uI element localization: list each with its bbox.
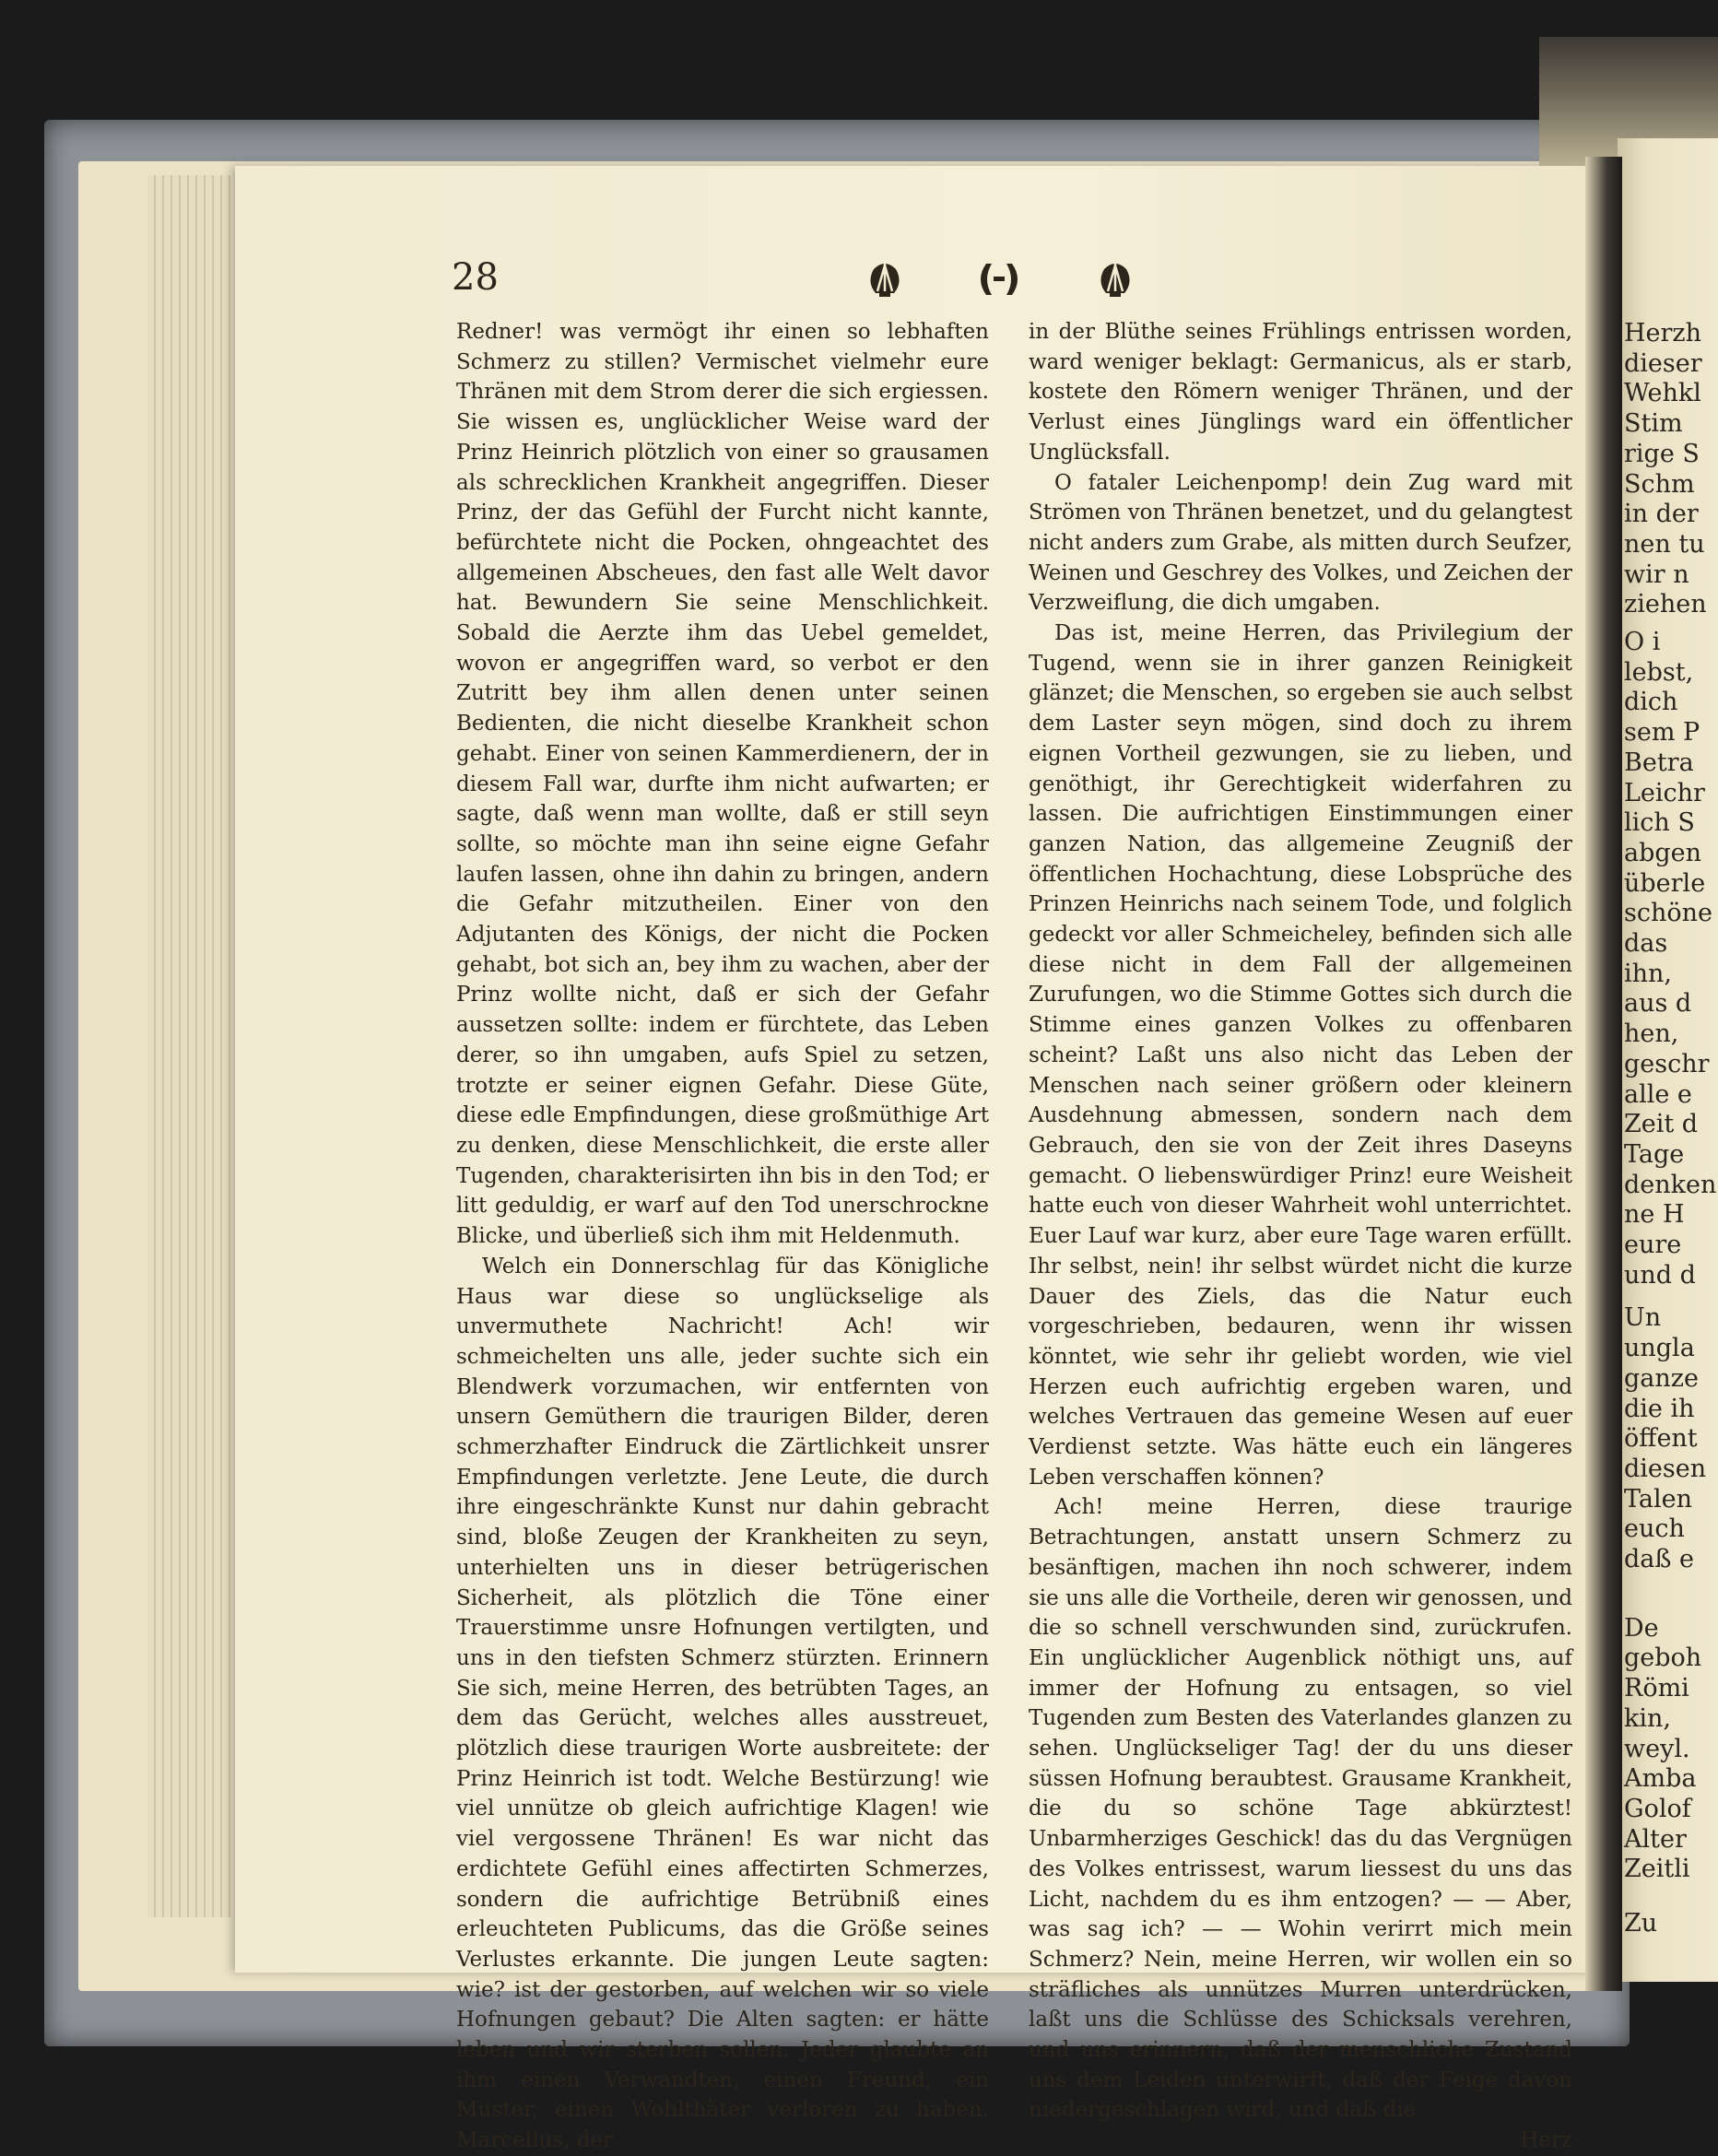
facing-page-fragment: öffent	[1624, 1424, 1698, 1454]
paragraph: Welch ein Donnerschlag für das Königliche Haus war diese so unglückselige als unvermuthete Nachricht! Ach! wir schmeichelten uns alle, jeder suchte sich ein Blendwerk vorzumachen, wir entfernten von unsern Gemüthern die traurigen Bilder, deren schmerzhafter Eindruck die Zärtlichkeit unsrer Empfindungen verletzte. Jene Leute, die durch ihre eingeschränkte Kunst nur dahin gebracht sind, bloße Zeugen der Krankheiten zu seyn, unterhielten uns in dieser betrügerischen Sicherheit, als plötzlich die Töne einer Trauerstimme unsre Hofnungen vertilgten, und uns in den tiefsten Schmerz stürzten. Erinnern Sie sich, meine Herren, des betrübten Tages, an dem das Gerücht, welches alles ausstreuet, plötzlich diese traurigen Worte ausbreitete: der Prinz Heinrich ist todt. Welche Bestürzung! wie viel unnütze ob gleich aufrichtige Klagen! wie viel vergossene Thränen! Es war nicht das erdichtete Gefühl eines affectirten Schmerzes, sondern die aufrichtige Betrübniß eines erleuchteten Publicums, das die Größe seines Verlustes erkannte. Die jungen Leute sagten: wie? ist der gestorben, auf welchen wir so viele Hofnungen gebaut? Die Alten sagten: er hätte leben und wir sterben sollen. Jeder glaubte an ihm einen Verwandten, einen Freund, ein Muster, einen Wohlthäter verloren zu haben. Marcellus, der	[456, 1254, 989, 2153]
facing-page-fragment: das	[1624, 929, 1668, 958]
facing-page-fragment: geboh	[1624, 1644, 1702, 1673]
catchword: Herz	[1520, 2128, 1572, 2153]
facing-page-fragment: schöne	[1624, 899, 1712, 928]
facing-page-fragment: abgen	[1624, 838, 1702, 867]
facing-page-fragment: lich S	[1624, 808, 1695, 838]
facing-page-fragment: Zu	[1624, 1909, 1658, 1938]
paragraph: Das ist, meine Herren, das Privilegium der Tugend, wenn sie in ihrer ganzen Reinigkeit glänzet; die Menschen, so ergeben sie auch selbst dem Laster seyn mögen, sind doch zu ihrem eignen Vortheil gezwungen, sie zu lieben, und genöthigt, ihr Gerechtigkeit widerfahren zu lassen. Die aufrichtigen Einstimmungen einer ganzen Nation, das allgemeine Zeugniß der öffentlichen Hochachtung, diese Lobsprüche des Prinzen Heinrichs nach seinem Tode, und folglich gedeckt vor aller Schmeicheley, befinden sich alle diese nicht in dem Fall der allgemeinen Zurufungen, wo die Stimme Gottes sich durch die Stimme eines ganzen Volkes zu offenbaren scheint? Laßt uns also nicht das Leben der Menschen nach seiner größern oder kleinern Ausdehnung abmessen, sondern nach dem Gebrauch, den sie von der Zeit ihres Daseyns gemacht. O liebenswürdiger Prinz! eure Weisheit hatte euch von dieser Wahrheit wohl unterrichtet. Euer Lauf war kurz, aber eure Tage waren erfüllt. Ihr selbst, nein! ihr selbst würdet nicht die kurze Dauer des Ziels, das die Natur euch vorgeschrieben, bedauren, wenn ihr wissen könntet, wie sehr ihr geliebt worden, wie viel Herzen euch aufrichtig ergeben waren, und welches Vertrauen das gemeine Wesen auf euer Verdienst setzte. Was hätte euch ein längeres Leben verschaffen können?	[1029, 621, 1572, 1490]
facing-page-fragment: weyl.	[1624, 1734, 1690, 1763]
facing-page-fragment: in der	[1624, 500, 1699, 529]
facing-page-fragment: Herzh	[1624, 319, 1702, 348]
facing-page-fragment: Leichr	[1624, 778, 1705, 807]
facing-page-fragment: daß e	[1624, 1545, 1694, 1573]
facing-page-fragment: Wehkl	[1624, 379, 1701, 408]
facing-page-fragment: eure	[1624, 1231, 1682, 1259]
facing-page-fragment: sem P	[1624, 718, 1700, 748]
facing-page-fragment: De	[1624, 1613, 1659, 1643]
facing-page-fragment: Alter	[1624, 1824, 1687, 1854]
shell-ornament-icon	[857, 256, 1152, 302]
facing-page-fragment: ungla	[1624, 1334, 1695, 1363]
facing-page-fragment: Golof	[1624, 1794, 1691, 1823]
facing-page-fragment: lebst,	[1624, 657, 1694, 687]
facing-page-fragment: ne H	[1624, 1200, 1685, 1230]
facing-page-fragment: Zeit d	[1624, 1110, 1699, 1139]
facing-page-fragment: überle	[1624, 868, 1706, 898]
paragraph: Redner! was vermögt ihr einen so lebhaften Schmerz zu stillen? Vermischet vielmehr eure Thränen mit dem Strom derer die sich ergiessen. Sie wissen es, unglücklicher Weise ward der Prinz Heinrich plötzlich von einer so grausamen als schrecklichen Krankheit angegriffen. Dieser Prinz, der das Gefühl der Furcht nicht kannte, befürchtete nicht die Pocken, ohngeachtet des allgemeinen Abscheues, den fast alle Welt davor hat. Bewundern Sie seine Menschlichkeit. Sobald die Aerzte ihm das Uebel gemeldet, wovon er angegriffen ward, so verbot er den Zutritt bey ihm allen denen unter seinen Bedienten, die nicht dieselbe Krankheit schon gehabt. Einer von seinen Kammerdienern, der in diesem Fall war, durfte ihm nicht aufwarten; er sagte, daß wenn man wollte, daß er still seyn sollte, so möchte man ihn seine eigne Gefahr laufen lassen, ohne ihn dahin zu bringen, andern die Gefahr mitzutheilen. Einer von den Adjutanten des Königs, der nicht die Pocken gehabt, bot sich an, bey ihm zu wachen, aber der Prinz wollte nicht, daß er sich der Gefahr aussetzen sollte: indem er fürchtete, das Leben derer, so ihn umgaben, aufs Spiel zu setzen, trotzte er seiner eignen Gefahr. Diese Güte, diese edle Empfindungen, diese großmüthige Art zu denken, diese Menschlichkeit, die erste aller Tugenden, charakterisirten ihn bis in den Tod; er litt geduldig, er warf auf den Tod unerschrockne Blicke, und überließ sich ihm mit Heldenmuth.	[456, 320, 989, 1249]
facing-page-fragment: alle e	[1624, 1079, 1692, 1109]
facing-page-fragment: Talen	[1624, 1484, 1693, 1514]
facing-page-fragment: Amba	[1624, 1764, 1697, 1794]
facing-page-fragment: Un	[1624, 1303, 1662, 1333]
page-header	[452, 256, 1594, 302]
paragraph: in der Blüthe seines Frühlings entrissen worden, ward weniger beklagt: Germanicus, als er starb, kostete den Römern weniger Thränen, und der Verlust eines Jünglings ward ein öffentlicher Unglücksfall.	[1029, 320, 1572, 465]
facing-page-fragment: kin,	[1624, 1703, 1671, 1733]
facing-page-fragment: dich	[1624, 688, 1678, 717]
facing-page-fragment: wir n	[1624, 560, 1689, 589]
facing-page-fragment: die ih	[1624, 1394, 1695, 1423]
facing-page-fragment: ziehen	[1624, 590, 1707, 619]
facing-page-fragment: Betra	[1624, 748, 1694, 777]
facing-page-fragment: O i	[1624, 628, 1661, 656]
facing-page-fragment: denken	[1624, 1170, 1717, 1199]
facing-page-fragment: Schm	[1624, 469, 1695, 499]
page-number: 28	[452, 256, 499, 299]
facing-page-fragment: Tage	[1624, 1139, 1685, 1169]
paragraph: Ach! meine Herren, diese traurige Betrachtungen, anstatt unsern Schmerz zu besänftigen, machen ihn noch schwerer, indem sie uns alle die Vortheile, deren wir genossen, und die so schnell verschwunden sind, zurückrufen. Ein unglücklicher Augenblick nöthigt uns, auf immer der Hofnung zu entsagen, so viel Tugenden zum Besten des Vaterlandes glanzen zu sehen. Unglückseliger Tag! der du uns dieser süssen Hofnung beraubtest. Grausame Krankheit, die du so schöne Tage abkürztest! Unbarmherziges Geschick! das du das Vergnügen des Volkes entrissest, warum liessest du uns das Licht, nachdem du es ihm entzogen? — — Aber, was sag ich? — — Wohin verirrt mich mein Schmerz? Nein, meine Herren, wir wollen ein so sträfliches als unnützes Murren unterdrücken, laßt uns die Schlüsse des Schicksals verehren, und uns erinnern, daß der menschliche Zustand uns dem Leiden unterwirft, daß der Feige davon niedergeschlagen wird, und daß die	[1029, 1495, 1572, 2123]
facing-page-fragment: hen,	[1624, 1019, 1679, 1049]
left-text-column	[456, 317, 989, 2156]
facing-page-fragment: nen tu	[1624, 529, 1705, 559]
facing-page-fragment: und d	[1624, 1260, 1696, 1290]
facing-page-fragment: geschr	[1624, 1049, 1710, 1078]
facing-page-fragment: Zeitli	[1624, 1855, 1690, 1884]
facing-page-fragment: ihn,	[1624, 959, 1672, 988]
facing-page-fragment: diesen	[1624, 1454, 1707, 1483]
facing-page-fragment: rige S	[1624, 439, 1700, 468]
facing-page-fragment: ganze	[1624, 1363, 1699, 1393]
book-gutter	[1585, 157, 1622, 1991]
paragraph: O fataler Leichenpomp! dein Zug ward mit Strömen von Thränen benetzet, und du gelangtest nicht anders zum Grabe, als mitten durch Seufzer, Weinen und Geschrey des Volkes, und Zeichen der Verzweiflung, die dich umgaben.	[1029, 470, 1572, 616]
facing-page-fragment: euch	[1624, 1514, 1685, 1544]
right-text-column	[1029, 317, 1572, 2156]
facing-page-fragment: Stim	[1624, 409, 1683, 439]
page-edges	[147, 175, 230, 1917]
facing-page-fragment: aus d	[1624, 989, 1692, 1019]
facing-page-fragment: Römi	[1624, 1674, 1689, 1703]
facing-page-fragment: dieser	[1624, 348, 1702, 378]
